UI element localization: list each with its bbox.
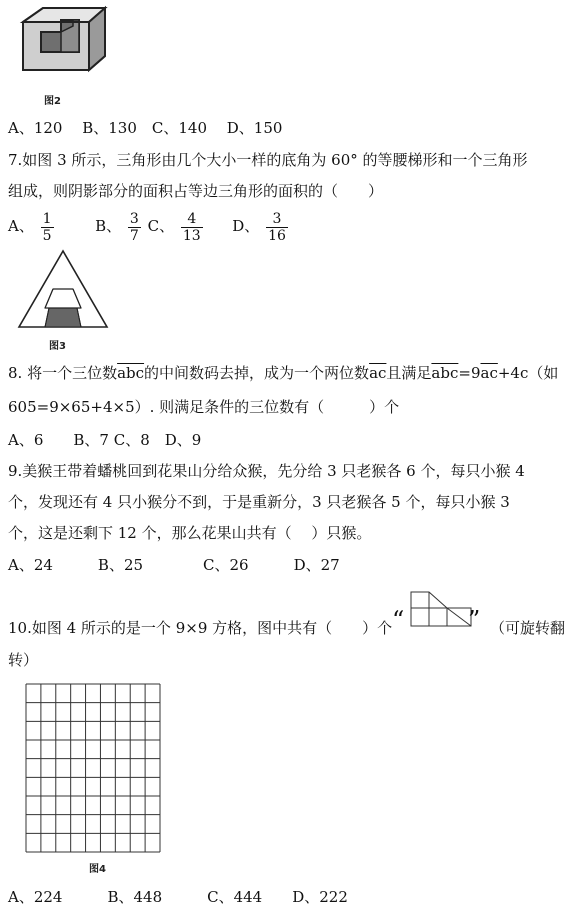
q7-option-d-fraction <box>266 211 288 244</box>
q9-text-line1: 9.美猴王带着蟠桃回到花果山分给众猴，先分给 3 只老猴各 6 个，每只小猴 4 <box>8 462 525 480</box>
q8-line1-part-d: =9 <box>458 364 481 382</box>
q7-option-c-fraction <box>181 211 203 244</box>
figure-4-grid <box>16 682 172 856</box>
figure-2-block <box>15 4 111 90</box>
q10-line1-part-b: （可旋转翻 <box>490 619 566 637</box>
q7-option-c-numerator: 4 <box>181 211 203 228</box>
q9-text-line2: 个，发现还有 4 只小猴分不到，于是重新分，3 只老猴各 5 个，每只小猴 3 <box>8 493 510 511</box>
q10-quote-open: “ <box>392 606 405 634</box>
q8-line1-part-a: 8. 将一个三位数 <box>8 364 118 382</box>
q8-abc-overlined-2: $\overline{abc}$ <box>431 364 459 382</box>
q7-option-d-denominator: 16 <box>268 227 286 244</box>
q8-ac-overlined: $\overline{ac}$ <box>369 364 387 382</box>
figure-2-caption: 图2 <box>44 96 61 107</box>
q8-text-line2: 605=9×65+4×5）. 则满足条件的三位数有（ ）个 <box>8 398 400 416</box>
q7-option-a-fraction <box>41 211 54 244</box>
q7-text-line2: 组成，则阴影部分的面积占等边三角形的面积的（ ） <box>8 182 384 200</box>
q8-abc-overlined: $\overline{abc}$ <box>117 364 145 382</box>
q7-text-line1: 7.如图 3 所示，三角形由几个大小一样的底角为 60° 的等腰梯形和一个三角形 <box>8 151 528 169</box>
q7-option-c-denominator: 13 <box>182 227 201 244</box>
q8-options: A、6 B、7 C、8 D、9 <box>8 431 202 449</box>
q7-options <box>8 206 290 246</box>
q8-line1-part-b: 的中间数码去掉，成为一个两位数 <box>144 364 370 382</box>
q9-options: A、24 B、25 C、26 D、27 <box>8 556 340 574</box>
q9-text-line3: 个，这是还剩下 12 个，那么花果山共有（ ）只猴。 <box>8 524 372 542</box>
q8-line1-part-e: +4c（如 <box>497 364 559 382</box>
q10-quote-close: ” <box>468 606 481 634</box>
q7-option-a-numerator: 1 <box>42 210 52 227</box>
figure-3-triangle <box>15 248 111 330</box>
q7-option-c-label: C、 <box>147 217 175 235</box>
q10-shape-icon <box>407 588 473 628</box>
q7-option-d-numerator: 3 <box>266 211 288 228</box>
q7-option-d-label: D、 <box>232 217 260 235</box>
q7-option-b-denominator: 7 <box>129 227 139 244</box>
q10-line1-part-a: 10.如图 4 所示的是一个 9×9 方格，图中共有（ ）个 <box>8 619 393 637</box>
figure-3-caption: 图3 <box>49 341 66 352</box>
q6-options: A、120 B、130 C、140 D、150 <box>8 119 283 137</box>
q10-text-line1 <box>8 618 392 638</box>
q8-ac-overlined-2: $\overline{ac}$ <box>480 364 498 382</box>
figure-4-caption: 图4 <box>89 864 106 875</box>
q7-option-a-label: A、 <box>8 217 34 235</box>
q7-option-b-label: B、 <box>95 217 122 235</box>
q7-option-a-denominator: 5 <box>42 227 52 244</box>
q7-option-b-numerator: 3 <box>129 210 139 227</box>
q7-option-b-fraction <box>128 211 141 244</box>
q10-options: A、224 B、448 C、444 D、222 <box>8 888 348 906</box>
q8-line1-part-c: 且满足 <box>386 364 432 382</box>
q8-text-line1 <box>8 363 558 383</box>
q10-text-line2: 转） <box>8 651 39 669</box>
